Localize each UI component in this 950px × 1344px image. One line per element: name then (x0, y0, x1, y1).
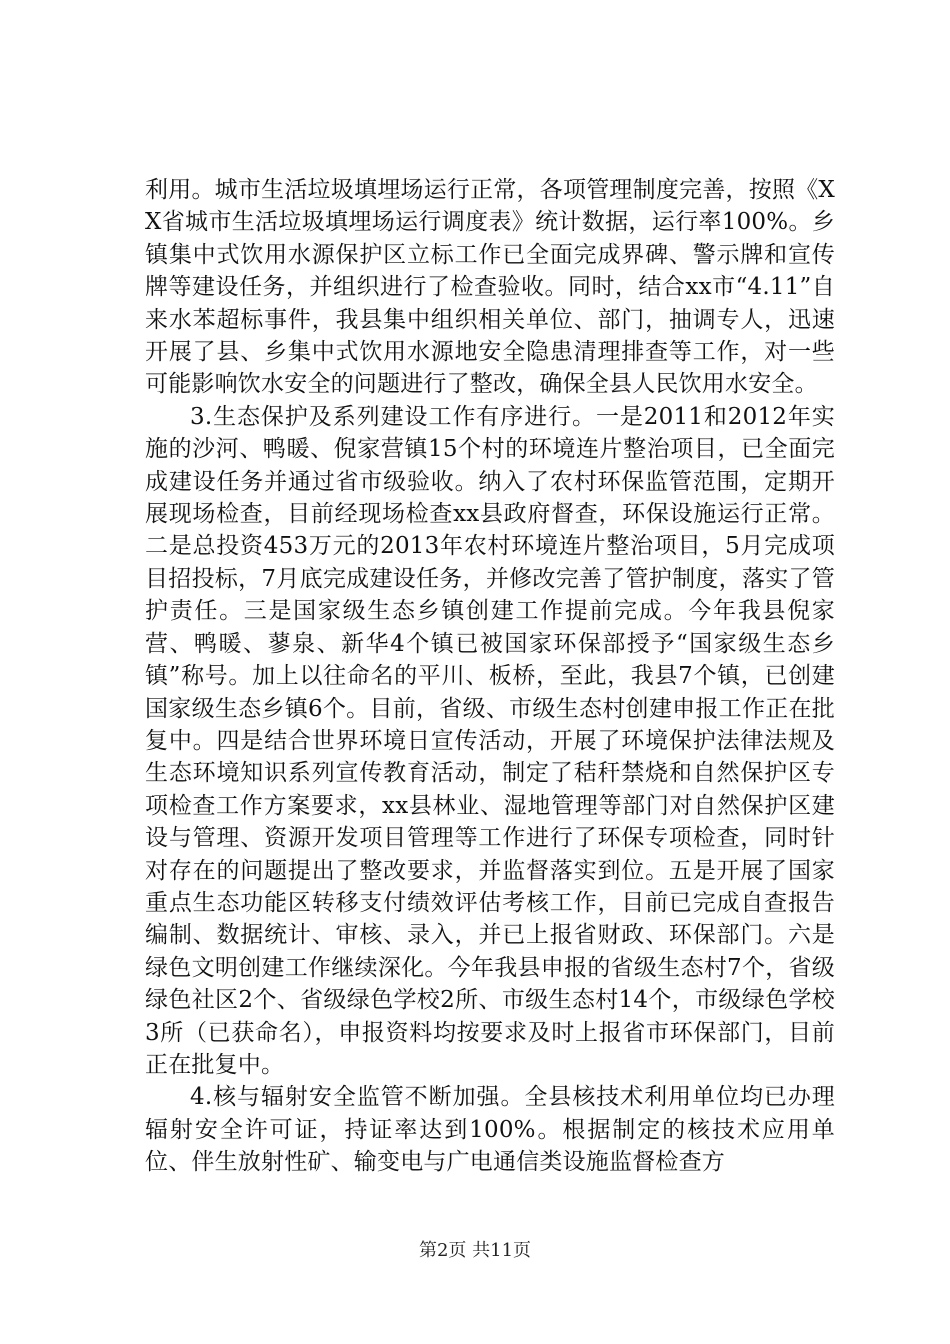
document-body (145, 174, 835, 1179)
paragraph-continued: 利用。城市生活垃圾填埋场运行正常，各项管理制度完善，按照《XX省城市生活垃圾填埋场运行调度表》统计数据，运行率100%。乡镇集中式饮用水源保护区立标工作已全面完成界碑、警示牌和宣传牌等建设任务，并组织进行了检查验收。同时，结合xx市“4.11”自来水苯超标事件，我县集中组织相关单位、部门，抽调专人，迅速开展了县、乡集中式饮用水源地安全隐患清理排查等工作，对一些可能影响饮水安全的问题进行了整改，确保全县人民饮用水安全。 (145, 177, 835, 398)
paragraph-ecology: 3.生态保护及系列建设工作有序进行。一是2011和2012年实施的沙河、鸭暖、倪家营镇15个村的环境连片整治项目，已全面完成建设任务并通过省市级验收。纳入了农村环保监管范围，定期开展现场检查，目前经现场检查xx县政府督查，环保设施运行正常。二是总投资453万元的2013年农村环境连片整治项目，5月完成项目招投标，7月底完成建设任务，并修改完善了管护制度，落实了管护责任。三是国家级生态乡镇创建工作提前完成。今年我县倪家营、鸭暖、蓼泉、新华4个镇已被国家环保部授予“国家级生态乡镇”称号。加上以往命名的平川、板桥，至此，我县7个镇，已创建国家级生态乡镇6个。目前，省级、市级生态村创建申报工作正在批复中。四是结合世界环境日宣传活动，开展了环境保护法律法规及生态环境知识系列宣传教育活动，制定了秸秆禁烧和自然保护区专项检查工作方案要求，xx县林业、湿地管理等部门对自然保护区建设与管理、资源开发项目管理等工作进行了环保专项检查，同时针对存在的问题提出了整改要求，并监督落实到位。五是开展了国家重点生态功能区转移支付绩效评估考核工作，目前已完成自查报告编制、数据统计、审核、录入，并已上报省财政、环保部门。六是绿色文明创建工作继续深化。今年我县申报的省级生态村7个，省级绿色社区2个、省级绿色学校2所、市级生态村14个，市级绿色学校3所（已获命名），申报资料均按要求及时上报省市环保部门，目前正在批复中。 (145, 403, 835, 1078)
page-footer: 第2页 共11页 (418, 1240, 532, 1261)
paragraph-radiation: 4.核与辐射安全监管不断加强。全县核技术利用单位均已办理辐射安全许可证，持证率达到100%。根据制定的核技术应用单位、伴生放射性矿、输变电与广电通信类设施监督检查方 (145, 1084, 835, 1176)
